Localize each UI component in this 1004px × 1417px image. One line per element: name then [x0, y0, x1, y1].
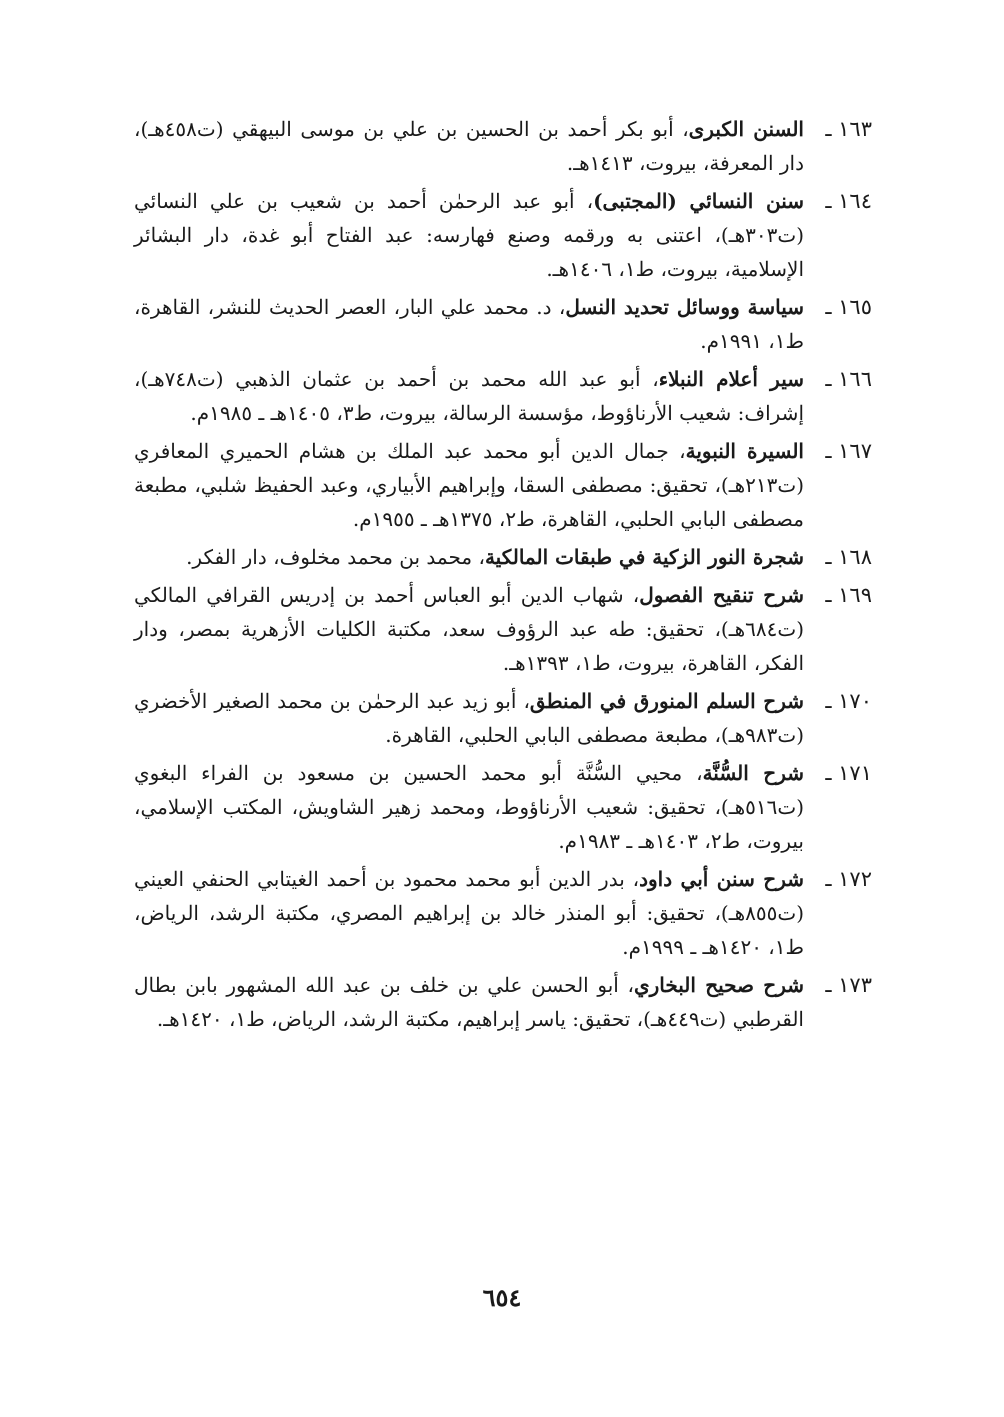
entry-title: السيرة النبوية: [685, 439, 804, 463]
entry-number: ١٧٠ ـ: [825, 689, 872, 713]
bibliography-entry: [134, 434, 872, 536]
entry-body: [134, 184, 804, 286]
entry-text: ، أبو عبد الرحمٰن أحمد بن شعيب بن علي النسائي (ت٣٠٣هـ)، اعتنى به ورقمه وصنع فهارسه: عبد الفتاح أبو غدة، دار البشائر الإسلامية، بيروت، ط١، ١٤٠٦هـ.: [134, 189, 804, 281]
page-number: ٦٥٤: [482, 1283, 522, 1312]
entry-text: ، محمد بن محمد مخلوف، دار الفكر.: [186, 545, 485, 569]
entry-number: ١٧١ ـ: [825, 761, 872, 785]
bibliography-entry: [134, 290, 872, 358]
entry-body: [134, 578, 804, 680]
entry-text: ، محيي السُّنَّة أبو محمد الحسين بن مسعود بن الفراء البغوي (ت٥١٦هـ)، تحقيق: شعيب الأرناؤوط، ومحمد زهير الشاويش، المكتب الإسلامي، بيروت، ط٢، ١٤٠٣هـ ـ ١٩٨٣م.: [134, 761, 804, 853]
entry-body: [134, 684, 804, 752]
entry-number: ١٦٦ ـ: [825, 367, 872, 391]
bibliography-entry: [134, 756, 872, 858]
entry-body: [134, 540, 804, 574]
entry-title: سير أعلام النبلاء: [658, 367, 804, 391]
entry-number: ١٦٥ ـ: [825, 295, 872, 319]
entry-title: شرح صحيح البخاري: [633, 973, 804, 997]
entry-title: شرح السلم المنورق في المنطق: [529, 689, 804, 713]
entry-title: شرح سنن أبي داود: [639, 867, 804, 891]
entry-title: شرح تنقيح الفصول: [639, 583, 804, 607]
entry-title: شجرة النور الزكية في طبقات المالكية: [484, 545, 804, 569]
entry-body: [134, 362, 804, 430]
entry-body: [134, 112, 804, 180]
bibliography-list: [134, 112, 872, 1040]
bibliography-entry: [134, 362, 872, 430]
entry-number: ١٦٧ ـ: [825, 439, 872, 463]
entry-body: [134, 968, 804, 1036]
bibliography-entry: [134, 184, 872, 286]
entry-number: ١٦٨ ـ: [825, 545, 872, 569]
entry-title: سنن النسائي (المجتبى): [593, 189, 805, 213]
bibliography-entry: [134, 862, 872, 964]
entry-body: [134, 434, 804, 536]
entry-body: [134, 862, 804, 964]
bibliography-entry: [134, 968, 872, 1036]
entry-title: سياسة ووسائل تحديد النسل: [565, 295, 805, 319]
bibliography-entry: [134, 684, 872, 752]
entry-number: ١٦٣ ـ: [825, 117, 872, 141]
entry-text: ، بدر الدين أبو محمد محمود بن أحمد الغيتابي الحنفي العيني (ت٨٥٥هـ)، تحقيق: أبو المنذر خالد بن إبراهيم المصري، مكتبة الرشد، الرياض، ط١، ١٤٢٠هـ ـ ١٩٩٩م.: [134, 867, 804, 959]
entry-text: ، د. محمد علي البار، العصر الحديث للنشر، القاهرة، ط١، ١٩٩١م.: [134, 295, 804, 353]
entry-text: ، جمال الدين أبو محمد عبد الملك بن هشام الحميري المعافري (ت٢١٣هـ)، تحقيق: مصطفى السقا، وإبراهيم الأبياري، وعبد الحفيظ شلبي، مطبعة مصطفى البابي الحلبي، القاهرة، ط٢، ١٣٧٥هـ ـ ١٩٥٥م.: [134, 439, 804, 531]
entry-number: ١٦٤ ـ: [825, 189, 872, 213]
entry-text: ، شهاب الدين أبو العباس أحمد بن إدريس القرافي المالكي (ت٦٨٤هـ)، تحقيق: طه عبد الرؤوف سعد، مكتبة الكليات الأزهرية بمصر، ودار الفكر، القاهرة، بيروت، ط١، ١٣٩٣هـ.: [134, 583, 804, 675]
entry-body: [134, 290, 804, 358]
bibliography-entry: [134, 578, 872, 680]
entry-text: ، أبو عبد الله محمد بن أحمد بن عثمان الذهبي (ت٧٤٨هـ)، إشراف: شعيب الأرناؤوط، مؤسسة الرسالة، بيروت، ط٣، ١٤٠٥هـ ـ ١٩٨٥م.: [134, 367, 804, 425]
entry-title: شرح السُّنَّة: [702, 761, 804, 785]
bibliography-entry: [134, 112, 872, 180]
entry-number: ١٧٣ ـ: [825, 973, 872, 997]
entry-body: [134, 756, 804, 858]
entry-text: ، أبو بكر أحمد بن الحسين بن علي بن موسى البيهقي (ت٤٥٨هـ)، دار المعرفة، بيروت، ١٤١٣هـ.: [134, 117, 804, 175]
entry-number: ١٦٩ ـ: [825, 583, 872, 607]
entry-number: ١٧٢ ـ: [825, 867, 872, 891]
entry-text: ، أبو زيد عبد الرحمٰن بن محمد الصغير الأخضري (ت٩٨٣هـ)، مطبعة مصطفى البابي الحلبي، القاهرة.: [134, 689, 804, 747]
entry-text: ، أبو الحسن علي بن خلف بن عبد الله المشهور بابن بطال القرطبي (ت٤٤٩هـ)، تحقيق: ياسر إبراهيم، مكتبة الرشد، الرياض، ط١، ١٤٢٠هـ.: [134, 973, 804, 1031]
entry-title: السنن الكبرى: [688, 117, 804, 141]
bibliography-entry: [134, 540, 872, 574]
